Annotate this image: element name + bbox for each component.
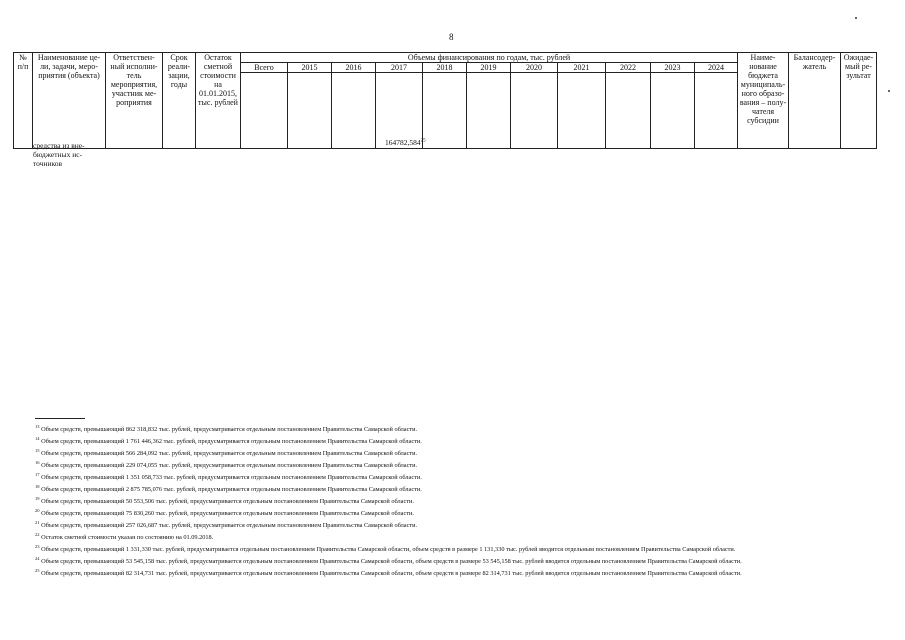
header-year: 2023 (651, 63, 695, 73)
footnote (35, 543, 885, 555)
footnote (35, 555, 885, 567)
header-year: 2021 (558, 63, 606, 73)
footnote-number: 19 (35, 496, 40, 501)
footnotes-list (35, 423, 885, 579)
header-name: Наименование це- ли, задачи, меро- приятия (объекта) (33, 53, 106, 149)
footnote (35, 435, 885, 447)
funding-table (13, 52, 877, 149)
header-spacer (288, 73, 332, 149)
footnote-text: Объем средств, превышающий 50 553,506 тыс. рублей, предусматривается отдельным постановлением Правительства Самарской области. (41, 498, 414, 506)
footnote-number: 20 (35, 508, 40, 513)
footnote-number: 14 (35, 436, 40, 441)
footnote-number: 13 (35, 424, 40, 429)
header-municipality: Наиме- нование бюджета муниципаль- ного образо- вания – полу- чателя субсидии (738, 53, 789, 149)
header-spacer (651, 73, 695, 149)
footnote-text: Объем средств, превышающий 53 545,158 тыс. рублей, предусматривается отдельным постановлением Правительства Самарской области, объем средств в размере 53 545,158 тыс. рублей вводится отдельным постановлением Правительства Самарской области. (41, 558, 742, 566)
footnote-number: 23 (35, 544, 40, 549)
header-spacer (420, 73, 467, 149)
footnote-number: 21 (35, 520, 40, 525)
header-year: 2017 (376, 63, 423, 73)
header-year: 2015 (288, 63, 332, 73)
footnote-number: 16 (35, 460, 40, 465)
row-value-2017 (385, 138, 426, 147)
header-year: 2022 (606, 63, 651, 73)
footnote (35, 483, 885, 495)
footnote (35, 447, 885, 459)
header-holder: Балансодер- жатель (789, 53, 841, 149)
footnote-number: 22 (35, 532, 40, 537)
header-year: 2020 (511, 63, 558, 73)
footnote (35, 519, 885, 531)
footnote (35, 507, 885, 519)
footnote (35, 495, 885, 507)
footnote-text: Объем средств, превышающий 82 314,731 тыс. рублей, предусматривается отдельным постановлением Правительства Самарской области, объем средств в размере 82 314,731 тыс. рублей вводится отдельным постановлением Правительства Самарской области. (41, 570, 742, 578)
footnote-text: Объем средств, превышающий 1 331,330 тыс. рублей, предусматривается отдельным постановлением Правительства Самарской области, объем средств в размере 1 131,330 тыс. рублей вводится отдельным постановлением Правительства Самарской области. (41, 546, 736, 554)
footnote-number: 17 (35, 472, 40, 477)
footnote-number: 24 (35, 556, 40, 561)
header-year: 2018 (423, 63, 467, 73)
footnote-text: Объем средств, превышающий 2 875 785,076 тыс. рублей, предусматривается отдельным постановлением Правительства Самарской области. (41, 486, 422, 494)
footnote (35, 567, 885, 579)
header-executor: Ответствен- ный исполни- тель мероприятия, участник ме- роприятия (106, 53, 163, 149)
header-num: № п/п (14, 53, 33, 149)
header-spacer (695, 73, 738, 149)
footnote-text: Объем средств, превышающий 257 026,687 тыс. рублей, предусматривается отдельным постановлением Правительства Самарской области. (41, 522, 418, 530)
footnote-text: Объем средств, превышающий 862 318,832 тыс. рублей, предусматривается отдельным постановлением Правительства Самарской области. (41, 426, 418, 434)
page-number: 8 (449, 32, 454, 42)
footnote-text: Объем средств, превышающий 1 351 058,733 тыс. рублей, предусматривается отдельным постановлением Правительства Самарской области. (41, 474, 422, 482)
row-value-number: 164782,584 (385, 138, 421, 147)
footnote (35, 423, 885, 435)
footnote-number: 25 (35, 568, 40, 573)
scan-speck (888, 90, 890, 92)
row-value-footnote-ref: 25 (420, 138, 426, 144)
header-funding-group: Объемы финансирования по годам, тыс. рублей (241, 53, 738, 63)
header-year: 2016 (332, 63, 376, 73)
footnote-text: Объем средств, превышающий 1 761 446,362 тыс. рублей, предусматривается отдельным постановлением Правительства Самарской области. (41, 438, 422, 446)
header-spacer (241, 73, 288, 149)
header-remainder: Остаток сметной стоимости на 01.01.2015, тыс. рублей (196, 53, 241, 149)
footnote (35, 459, 885, 471)
header-spacer (606, 73, 651, 149)
footnote-rule (35, 418, 85, 419)
footnote-number: 15 (35, 448, 40, 453)
scan-speck (855, 17, 857, 19)
header-spacer (511, 73, 558, 149)
footnote-text: Объем средств, превышающий 75 830,260 тыс. рублей, предусматривается отдельным постановлением Правительства Самарской области. (41, 510, 414, 518)
footnote (35, 471, 885, 483)
header-spacer (467, 73, 511, 149)
header-year: 2019 (467, 63, 511, 73)
header-period: Срок реали- зации, годы (163, 53, 196, 149)
footnote-text: Объем средств, превышающий 566 284,092 тыс. рублей, предусматривается отдельным постановлением Правительства Самарской области. (41, 450, 418, 458)
footnote-text: Объем средств, превышающий 229 074,055 тыс. рублей, предусматривается отдельным постановлением Правительства Самарской области. (41, 462, 418, 470)
row-name: средства из вне- бюджетных ис- точников (33, 141, 85, 168)
footnote-number: 18 (35, 484, 40, 489)
footnote (35, 531, 885, 543)
header-spacer (332, 73, 376, 149)
header-spacer (558, 73, 606, 149)
footnote-text: Остаток сметной стоимости указан по состоянию на 01.09.2018. (41, 534, 214, 542)
header-result: Ожидае- мый ре- зультат (841, 53, 877, 149)
header-year: 2024 (695, 63, 738, 73)
header-total: Всего (241, 63, 288, 73)
